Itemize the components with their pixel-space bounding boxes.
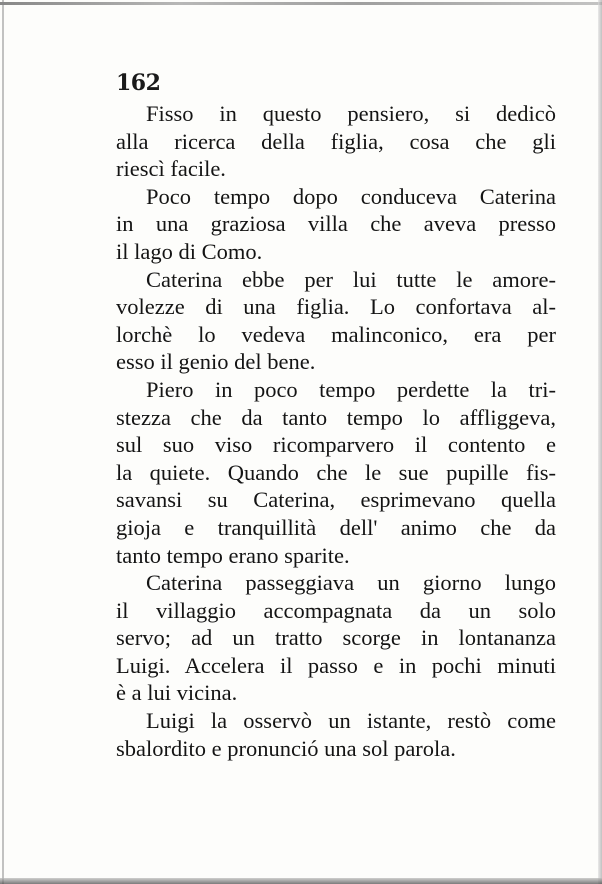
- bottom-page-edge: [0, 878, 602, 884]
- text-line: gioja e tranquillità dell' animo che da: [116, 514, 556, 540]
- text-line: esso il genio del bene.: [116, 349, 316, 375]
- top-page-edge: [0, 2, 602, 5]
- text-line: riescì facile.: [116, 156, 226, 182]
- text-line: Poco tempo dopo conduceva Caterina: [146, 183, 556, 209]
- text-line: il lago di Como.: [116, 238, 263, 264]
- text-line: savansi su Caterina, esprimevano quella: [116, 487, 556, 513]
- text-line: alla ricerca della figlia, cosa che gli: [116, 128, 556, 154]
- text-line: Luigi la osservò un istante, restò come: [146, 708, 556, 734]
- text-line: sbalordito e pronunció una sol parola.: [116, 735, 456, 761]
- text-line: tanto tempo erano sparite.: [116, 542, 350, 568]
- text-line: Piero in poco tempo perdette la tri-: [146, 376, 556, 402]
- left-page-edge: [2, 0, 4, 884]
- right-page-edge: [598, 0, 602, 884]
- text-line: è a lui vicina.: [116, 680, 238, 706]
- text-line: sul suo viso ricomparvero il contento e: [116, 432, 556, 458]
- text-line: Caterina ebbe per lui tutte le amore-: [146, 266, 556, 292]
- text-line: stezza che da tanto tempo lo affliggeva,: [116, 404, 556, 430]
- text-line: il villaggio accompagnata da un solo: [116, 597, 556, 623]
- text-line: Luigi. Accelera il passo e in pochi minuti: [116, 652, 556, 678]
- text-line: Caterina passeggiava un giorno lungo: [146, 570, 556, 596]
- body-text: [116, 100, 556, 762]
- page-number: 162: [116, 70, 161, 96]
- text-line: in una graziosa villa che aveva presso: [116, 211, 556, 237]
- text-line: servo; ad un tratto scorge in lontananza: [116, 625, 556, 651]
- text-line: la quiete. Quando che le sue pupille fis-: [116, 459, 556, 485]
- text-line: lorchè lo vedeva malinconico, era per: [116, 321, 556, 347]
- text-line: volezze di una figlia. Lo confortava al-: [116, 294, 556, 320]
- text-line: Fisso in questo pensiero, si dedicò: [146, 101, 556, 126]
